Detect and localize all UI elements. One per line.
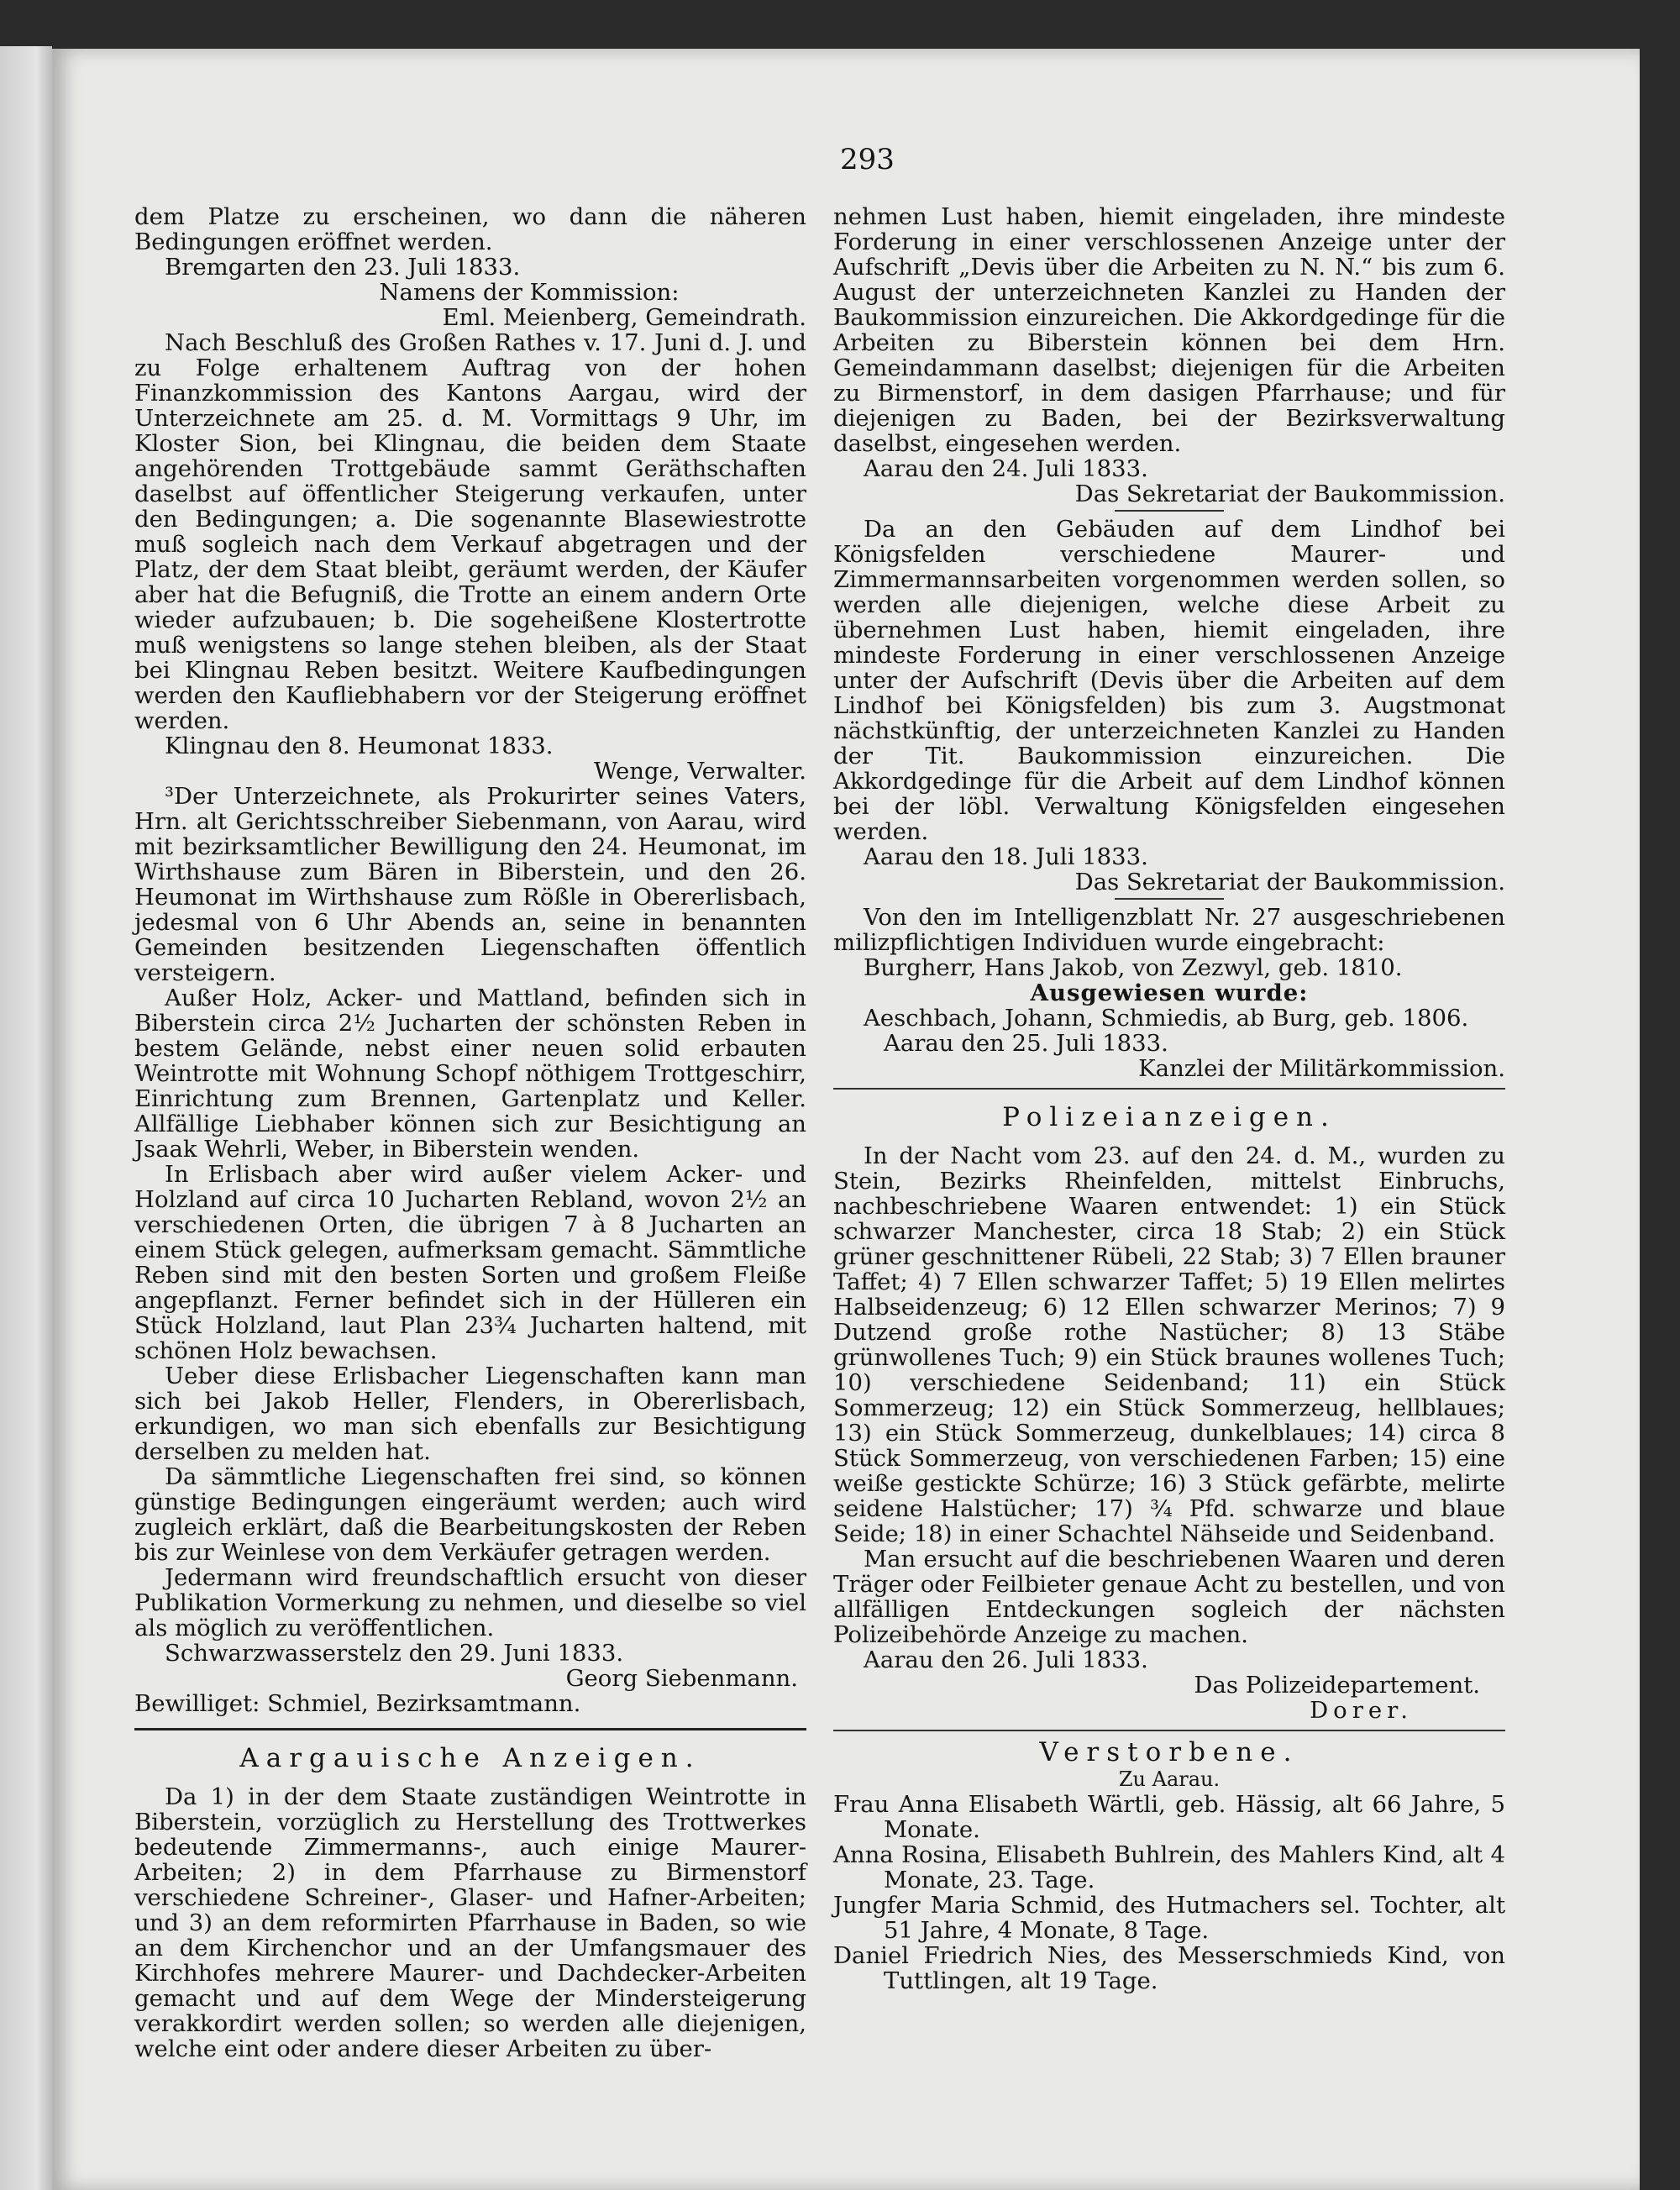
section-heading: Aargauische Anzeigen. bbox=[239, 1743, 701, 1773]
notice-paragraph: Jedermann wird freundschaftlich ersucht von dieser Publikation Vormerkung zu nehmen, und dieselbe so viel als möglich zu veröffentlichen. bbox=[134, 1564, 806, 1641]
notice-paragraph: In der Nacht vom 23. auf den 24. d. M., wurden zu Stein, Bezirks Rheinfelden, mittelst Einbruchs, nachbeschriebene Waaren entwendet: 1) ein Stück schwarzer Manchester, circa 18 Stab; 2) ein Stück grüner geschnittener Rübeli, 22 Stab; 3) 7 Ellen brauner Taffet; 4) 7 Ellen schwarzer Taffet; 5) 19 Ellen melirtes Halbseidenzeug; 6) 12 Ellen schwarzer Merinos; 7) 9 Dutzend große rothe Nastücher; 8) 13 Stäbe grünwollenes Tuch; 9) ein Stück braunes wollenes Tuch; 10) verschiedene Seidenband; 11) ein Stück Sommerzeug; 12) ein Stück Sommerzeug, hellblaues; 13) ein Stück Sommerzeug, dunkelblaues; 14) circa 8 Stück Sommerzeug, von verschiedenen Farben; 15) eine weiße gestickte Schürze; 16) 3 Stück gefärbte, melirte seidene Halstücher; 17) ¾ Pfd. schwarze und blaue Seide; 18) in einer Schachtel Nähseide und Seidenband. bbox=[833, 1142, 1505, 1547]
notice-paragraph: Nach Beschluß des Großen Rathes v. 17. Juni d. J. und zu Folge erhaltenem Auftrag von der hohen Finanzkommission des Kantons Aargau, wird der Unterzeichnete am 25. d. M. Vormittags 9 Uhr, im Kloster Sion, bei Klingnau, die beiden dem Staate angehörenden Trottgebäude sammt Geräthschaften daselbst auf öffentlicher Steigerung verkaufen, unter den Bedingungen; a. Die sogenannte Blasewiestrotte muß sogleich nach dem Verkauf abgetragen und der Platz, der dem Staat bleibt, geräumt werden, der Käufer aber hat die Befugniß, die Trotte an einem andern Orte wieder aufzubauen; b. Die sogeheißene Klostertrotte muß wenigstens so lange stehen bleiben, als der Staat bei Klingnau Reben besitzt. Weitere Kaufbedingungen werden den Kaufliebhabern vor der Steigerung eröffnet werden. bbox=[134, 329, 806, 734]
notice-paragraph: Ueber diese Erlisbacher Liegenschaften kann man sich bei Jakob Heller, Flenders, in Obererlisbach, erkundigen, wo man sich ebenfalls zur Besichtigung derselben zu melden hat. bbox=[134, 1363, 806, 1465]
section-divider bbox=[833, 1730, 1505, 1731]
notice-paragraph: Da sämmtliche Liegenschaften frei sind, so können günstige Bedingungen eingeräumt werden; auch wird zugleich erklärt, daß die Bearbeitungskosten der Reben bis zur Weinlese von dem Verkäufer getragen werden. bbox=[134, 1463, 806, 1566]
list-entry: Burgherr, Hans Jakob, von Zezwyl, geb. 1810. bbox=[864, 954, 1403, 981]
subheading: Ausgewiesen wurde: bbox=[1030, 979, 1309, 1006]
section-heading: Polizeianzeigen. bbox=[1002, 1102, 1336, 1132]
page-number: 293 bbox=[840, 143, 895, 176]
list-entry: Aeschbach, Johann, Schmiedis, ab Burg, geb. 1806. bbox=[864, 1005, 1469, 1032]
signature-line: Namens der Kommission: bbox=[379, 279, 680, 306]
left-column bbox=[134, 204, 806, 2061]
section-heading: Verstorbene. bbox=[1039, 1737, 1299, 1767]
dateline: Aarau den 26. Juli 1833. bbox=[864, 1646, 1148, 1673]
notice-paragraph: Da an den Gebäuden auf dem Lindhof bei Königsfelden verschiedene Maurer- und Zimmermannsarbeiten vorgenommen werden sollen, so werden alle diejenigen, welche diese Arbeit zu übernehmen Lust haben, hiemit eingeladen, ihre mindeste Forderung in einer verschlossenen Anzeige unter der Aufschrift (Devis über die Arbeiten auf dem Lindhof bei Königsfelden) bis zum 3. Augstmonat nächstkünftig, der unterzeichneten Kanzlei zu Handen der Tit. Baukommission einzureichen. Die Akkordgedinge für die Arbeit auf dem Lindhof können bei der löbl. Verwaltung Königsfelden eingesehen werden. bbox=[833, 516, 1505, 845]
section-divider bbox=[134, 1728, 806, 1730]
notice-paragraph: In Erlisbach aber wird außer vielem Acker- und Holzland auf circa 10 Jucharten Rebland, wovon 2½ an verschiedenen Orten, die übrigen 7 à 8 Jucharten an einem Stück gelegen, aufmerksam gemacht. Sämmtliche Reben sind mit den besten Sorten und großem Fleiße angepflanzt. Ferner befindet sich in der Hülleren ein Stück Holzland, laut Plan 23¾ Jucharten haltend, mit schönen Holz bewachsen. bbox=[134, 1161, 806, 1364]
newspaper-page bbox=[52, 49, 1640, 2190]
obituary-entry: Daniel Friedrich Nies, des Messerschmieds Kind, von Tuttlingen, alt 19 Tage. bbox=[833, 1942, 1505, 1994]
approval-line: Bewilliget: Schmiel, Bezirksamtmann. bbox=[134, 1690, 581, 1717]
notice-divider bbox=[1115, 898, 1224, 900]
dateline: Aarau den 24. Juli 1833. bbox=[864, 455, 1148, 482]
dateline: Aarau den 25. Juli 1833. bbox=[884, 1030, 1168, 1057]
notice-divider bbox=[1115, 510, 1224, 512]
continued-paragraph: dem Platze zu erscheinen, wo dann die näheren Bedingungen eröffnet werden. bbox=[134, 203, 806, 255]
dateline: Schwarzwasserstelz den 29. Juni 1833. bbox=[165, 1640, 624, 1667]
dateline: Aarau den 18. Juli 1833. bbox=[864, 843, 1148, 870]
notice-paragraph: Von den im Intelligenzblatt Nr. 27 ausgeschriebenen milizpflichtigen Individuen wurde eingebracht: bbox=[833, 904, 1505, 956]
notice-paragraph: Da 1) in der dem Staate zuständigen Weintrotte in Biberstein, vorzüglich zu Herstellung des Trottwerkes bedeutende Zimmermanns-, auch einige Maurer-Arbeiten; 2) in dem Pfarrhause zu Birmenstorf verschiedene Schreiner-, Glaser- und Hafner-Arbeiten; und 3) an dem reformirten Pfarrhause in Baden, so wie an dem Kirchenchor und an der Umfangsmauer des Kirchhofes mehrere Maurer- und Dachdecker-Arbeiten gemacht und auf dem Wege der Mindersteigerung verakkordirt werden sollen; so werden alle diejenigen, welche eint oder andere dieser Arbeiten zu über- bbox=[134, 1783, 806, 2062]
dateline: Klingnau den 8. Heumonat 1833. bbox=[165, 733, 554, 759]
adjacent-page-edge bbox=[0, 46, 52, 2190]
signature-name: Eml. Meienberg, Gemeindrath. bbox=[442, 304, 806, 331]
signature-name: Das Sekretariat der Baukommission. bbox=[1074, 481, 1505, 507]
right-column bbox=[833, 204, 1505, 1993]
obituary-entry: Anna Rosina, Elisabeth Buhlrein, des Mahlers Kind, alt 4 Monate, 23. Tage. bbox=[833, 1841, 1505, 1893]
subheading: Zu Aarau. bbox=[1118, 1767, 1221, 1791]
obituary-entry: Jungfer Maria Schmid, des Hutmachers sel. Tochter, alt 51 Jahre, 4 Monate, 8 Tage. bbox=[833, 1892, 1505, 1944]
signature-name: Kanzlei der Militärkommission. bbox=[1138, 1055, 1505, 1082]
signature-name: Wenge, Verwalter. bbox=[593, 758, 806, 785]
continued-paragraph: nehmen Lust haben, hiemit eingeladen, ihre mindeste Forderung in einer verschlossenen Anzeige unter der Aufschrift „Devis über die Arbeiten zu N. N.“ bis zum 6. August der unterzeichneten Kanzlei zu Handen der Baukommission einzureichen. Die Akkordgedinge für die Arbeiten zu Biberstein können bei dem Hrn. Gemeindammann daselbst; diejenigen für die Arbeiten zu Birmenstorf, in dem dasigen Pfarrhause; und für diejenigen zu Baden, bei der Bezirksverwaltung daselbst, eingesehen werden. bbox=[833, 203, 1505, 457]
notice-paragraph: ³Der Unterzeichnete, als Prokurirter seines Vaters, Hrn. alt Gerichtsschreiber Siebenmann, von Aarau, wird mit bezirksamtlicher Bewilligung den 24. Heumonat, im Wirthshause zum Bären in Biberstein, und den 26. Heumonat im Wirthshause zum Rößle in Obererlisbach, jedesmal von 6 Uhr Abends an, seine in benannten Gemeinden besitzenden Liegenschaften öffentlich versteigern. bbox=[134, 783, 806, 986]
notice-paragraph: Außer Holz, Acker- und Mattland, befinden sich in Biberstein circa 2½ Jucharten der schönsten Reben in bestem Gelände, nebst einer neuen solid erbauten Weintrotte mit Wohnung Schopf nöthigem Trottgeschirr, Einrichtung zum Brennen, Gartenplatz und Keller. Allfällige Liebhaber können sich zur Besichtigung an Jsaak Wehrli, Weber, in Biberstein wenden. bbox=[134, 985, 806, 1163]
signature-name: Georg Siebenmann. bbox=[565, 1665, 798, 1692]
section-divider bbox=[833, 1088, 1505, 1090]
dateline: Bremgarten den 23. Juli 1833. bbox=[165, 254, 521, 281]
obituary-entry: Frau Anna Elisabeth Wärtli, geb. Hässig, alt 66 Jahre, 5 Monate. bbox=[833, 1791, 1505, 1843]
signature-name: Dorer. bbox=[1310, 1697, 1413, 1724]
signature-name: Das Sekretariat der Baukommission. bbox=[1074, 869, 1505, 895]
signature-line: Das Polizeidepartement. bbox=[1194, 1672, 1480, 1699]
notice-paragraph: Man ersucht auf die beschriebenen Waaren und deren Träger oder Feilbieter genaue Acht zu bestellen, und von allfälligen Entdeckungen sogleich der nächsten Polizeibehörde Anzeige zu machen. bbox=[833, 1546, 1505, 1648]
